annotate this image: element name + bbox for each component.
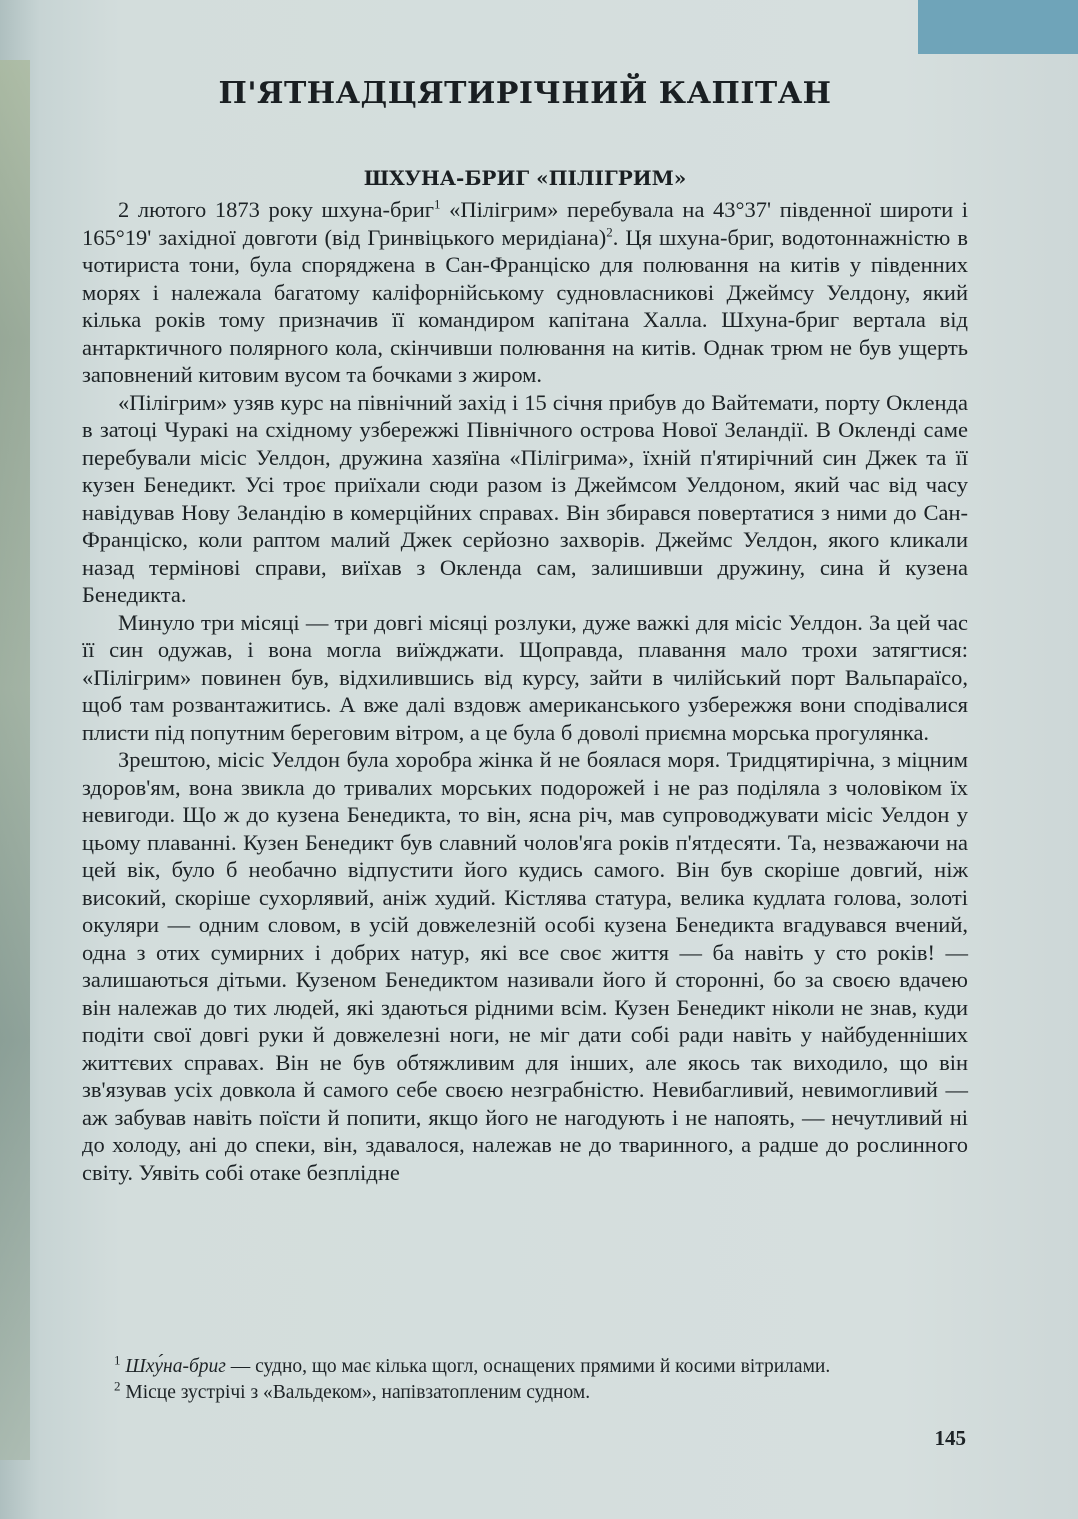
footnote-ref-1[interactable]: 1 (433, 196, 441, 212)
footnote-2 (82, 1380, 968, 1406)
page-edge-illustration (0, 60, 30, 1460)
paragraph-1-part-c: . Ця шхуна-бриг, водотоннажністю в чотириста тони, була споряджена в Сан-Франціско для полювання на китів у південних морях і належала багатому каліфорнійському судновласникові Джеймсу Уелдону, який кілька років тому призначив її командиром капітана Халла. Шхуна-бриг вертала від антарктичного полярного кола, скінчивши полювання на китів. Однак трюм не був ущерть заповнений китовим вусом та бочками з жиром. (82, 224, 968, 387)
footnote-2-mark: 2 (114, 1378, 121, 1394)
footnote-1-mark: 1 (114, 1352, 121, 1368)
paragraph-2: «Пілігрим» узяв курс на північний захід і 15 січня прибув до Вайтемати, порту Окленда в затоці Чуракі на східному узбережжі Північного острова Нової Зеландії. В Окленді саме перебували місіс Уелдон, дружина хазяїна «Пілігрима», їхній п'ятирічний син Джек та її кузен Бенедикт. Усі троє приїхали сюди разом із Джеймсом Уелдоном, який час від часу навідував Нову Зеландію в комерційних справах. Він збирався повертатися з ними до Сан-Франціско, коли раптом малий Джек серйозно захворів. Джеймс Уелдон, якого кликали назад термінові справи, виїхав з Окленда сам, залишивши дружину, сина й кузена Бенедикта. (82, 389, 968, 607)
page-content (82, 68, 968, 1186)
corner-color-tab (918, 0, 1078, 54)
chapter-main-title: П'ЯТНАДЦЯТИРІЧНИЙ КАПІТАН (218, 76, 832, 111)
footnote-1-term: Шху́на-бриг (125, 1356, 226, 1377)
paragraph-1-part-b: «Пілігрим» перебувала на 43°37' південної широти і 165°19' західної довготи (від Гринвіцького меридіана) (82, 197, 969, 250)
paragraph-3: Минуло три місяці — три довгі місяці розлуки, дуже важкі для місіс Уелдон. За цей час її син одужав, і вона могла виїжджати. Щоправда, плавання мало трохи затягтися: «Пілігрим» повинен був, відхилившись від курсу, зайти в чилійський порт Вальпараїсо, щоб там розвантажитись. А вже далі вздовж американського узбережжя вони сподівалися плисти під попутним береговим вітром, а це була б доволі приємна морська прогулянка. (82, 609, 968, 745)
paragraph-4: Зрештою, місіс Уелдон була хоробра жінка й не боялася моря. Тридцятирічна, з міцним здоров'ям, вона звикла до тривалих морських подорожей і не раз поділяла з чоловіком їх невигоди. Що ж до кузена Бенедикта, то він, ясна річ, мав супроводжувати місіс Уелдон у цьому плаванні. Кузен Бенедикт був славний чолов'яга років п'ятдесяти. Та, незважаючи на цей вік, було б необачно відпустити його кудись самого. Він був скоріше довгий, ніж високий, скоріше сухорлявий, аніж худий. Кістлява статура, велика кудлата голова, золоті окуляри — одним словом, в усій довжелезній особі кузена Бенедикта вгадувався вчений, одна з отих сумирних і добрих натур, які все своє життя — ба навіть у сто років! — залишаються дітьми. Кузеном Бенедиктом називали його й сторонні, бо за своєю вдачею він належав до тих людей, які здаються рідними всім. Кузен Бенедикт ніколи не знав, куди подіти свої довгі руки й довжелезні ноги, не міг дати собі ради навіть у найбуденніших життєвих справах. Він не був обтяжливим для інших, але якось так виходило, що він зв'язував усіх довкола й самого себе своєю незграбністю. Невибагливий, невимогливий — аж забував навіть поїсти й попити, якщо його не нагодують і не напоять, — нечутливий ні до холоду, ані до спеки, він, здавалося, належав не до тваринного, а радше до рослинного світу. Уявіть собі отаке безплідне (82, 747, 968, 1185)
footnote-ref-2[interactable]: 2 (606, 224, 613, 239)
footnotes (82, 1354, 968, 1406)
paragraph-1 (82, 196, 968, 389)
chapter-section-title: ШХУНА-БРИГ «ПІЛІГРИМ» (363, 166, 687, 190)
paragraph-1-part-a: 2 лютого 1873 року шхуна-бриг (118, 197, 434, 222)
footnote-1 (82, 1354, 968, 1380)
body-text (82, 196, 968, 1186)
page-number: 145 (934, 1426, 966, 1450)
footnote-1-text: — судно, що має кілька щогл, оснащених прямими й косими вітрилами. (225, 1356, 831, 1377)
footnote-2-text: Місце зустрічі з «Вальдеком», напівзатопленим судном. (120, 1382, 591, 1403)
